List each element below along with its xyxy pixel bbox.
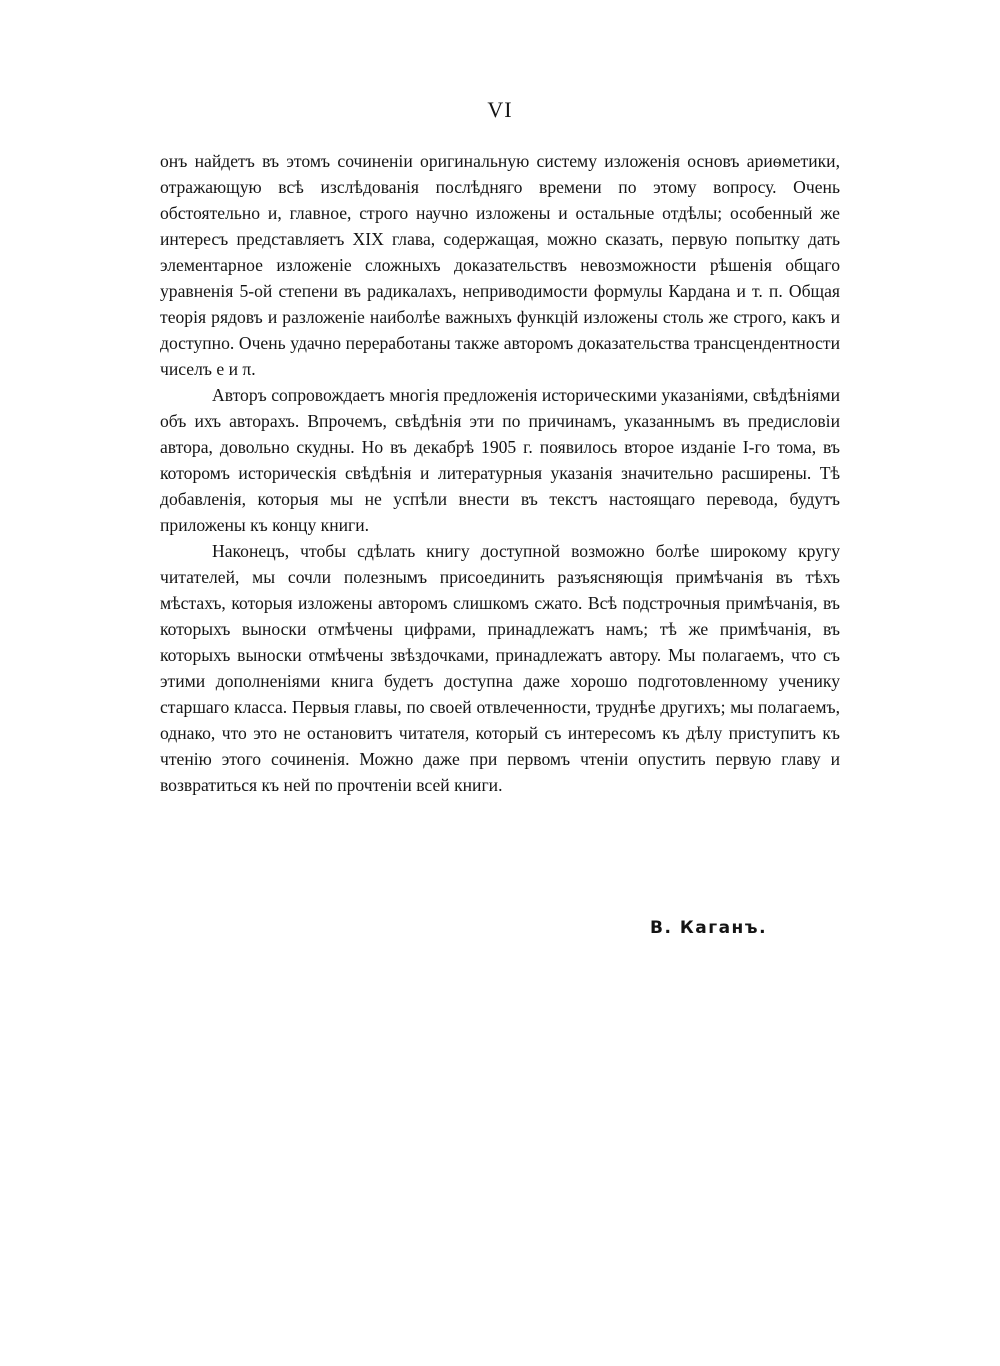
paragraph-3: Наконецъ, чтобы сдѣлать книгу доступной возможно болѣе широкому кругу читателей, мы сочли полезнымъ присоединить разъясняющія примѣчанія въ тѣхъ мѣстахъ, которыя изложены авторомъ слишкомъ сжато. Всѣ подстрочныя примѣчанія, въ которыхъ выноски отмѣчены цифрами, принадлежатъ намъ; тѣ же примѣчанія, въ которыхъ выноски отмѣчены звѣздочками, принадлежатъ автору. Мы полагаемъ, что съ этими дополненіями книга будетъ доступна даже хорошо подготовленному ученику старшаго класса. Первыя главы, по своей отвлеченности, труднѣе другихъ; мы полагаемъ, однако, что это не остановитъ читателя, который съ интересомъ къ дѣлу приступитъ къ чтенію этого сочиненія. Можно даже при первомъ чтеніи опустить первую главу и возвратиться къ ней по прочтеніи всей книги.: [160, 541, 840, 795]
paragraph-2: Авторъ сопровождаетъ многія предложенія историческими указаніями, свѣдѣніями объ ихъ авторахъ. Впрочемъ, свѣдѣнія эти по причинамъ, указаннымъ въ предисловіи автора, довольно скудны. Но въ декабрѣ 1905 г. появилось второе изданіе I-го тома, въ которомъ историческія свѣдѣнія и литературныя указанія значительно расширены. Тѣ добавленія, которыя мы не успѣли внести въ текстъ настоящаго перевода, будутъ приложены къ концу книги.: [160, 385, 840, 535]
page-number: VI: [487, 97, 513, 122]
paragraph-1: онъ найдетъ въ этомъ сочиненіи оригинальную систему изложенія основъ ариѳметики, отражающую всѣ изслѣдованія послѣдняго времени по этому вопросу. Очень обстоятельно и, главное, строго научно изложены и остальные отдѣлы; особенный же интересъ представляетъ XIX глава, содержащая, можно сказать, первую попытку дать элементарное изложеніе сложныхъ доказательствъ невозможности рѣшенія общаго уравненія 5-ой степени въ радикалахъ, неприводимости формулы Кардана и т. п. Общая теорія рядовъ и разложеніе наиболѣе важныхъ функцій изложены столь же строго, какъ и доступно. Очень удачно переработаны также авторомъ доказательства трансцендентности чиселъ e и π.: [160, 151, 840, 379]
body-text: [160, 148, 840, 798]
author-signature: В. Каганъ.: [650, 918, 768, 938]
